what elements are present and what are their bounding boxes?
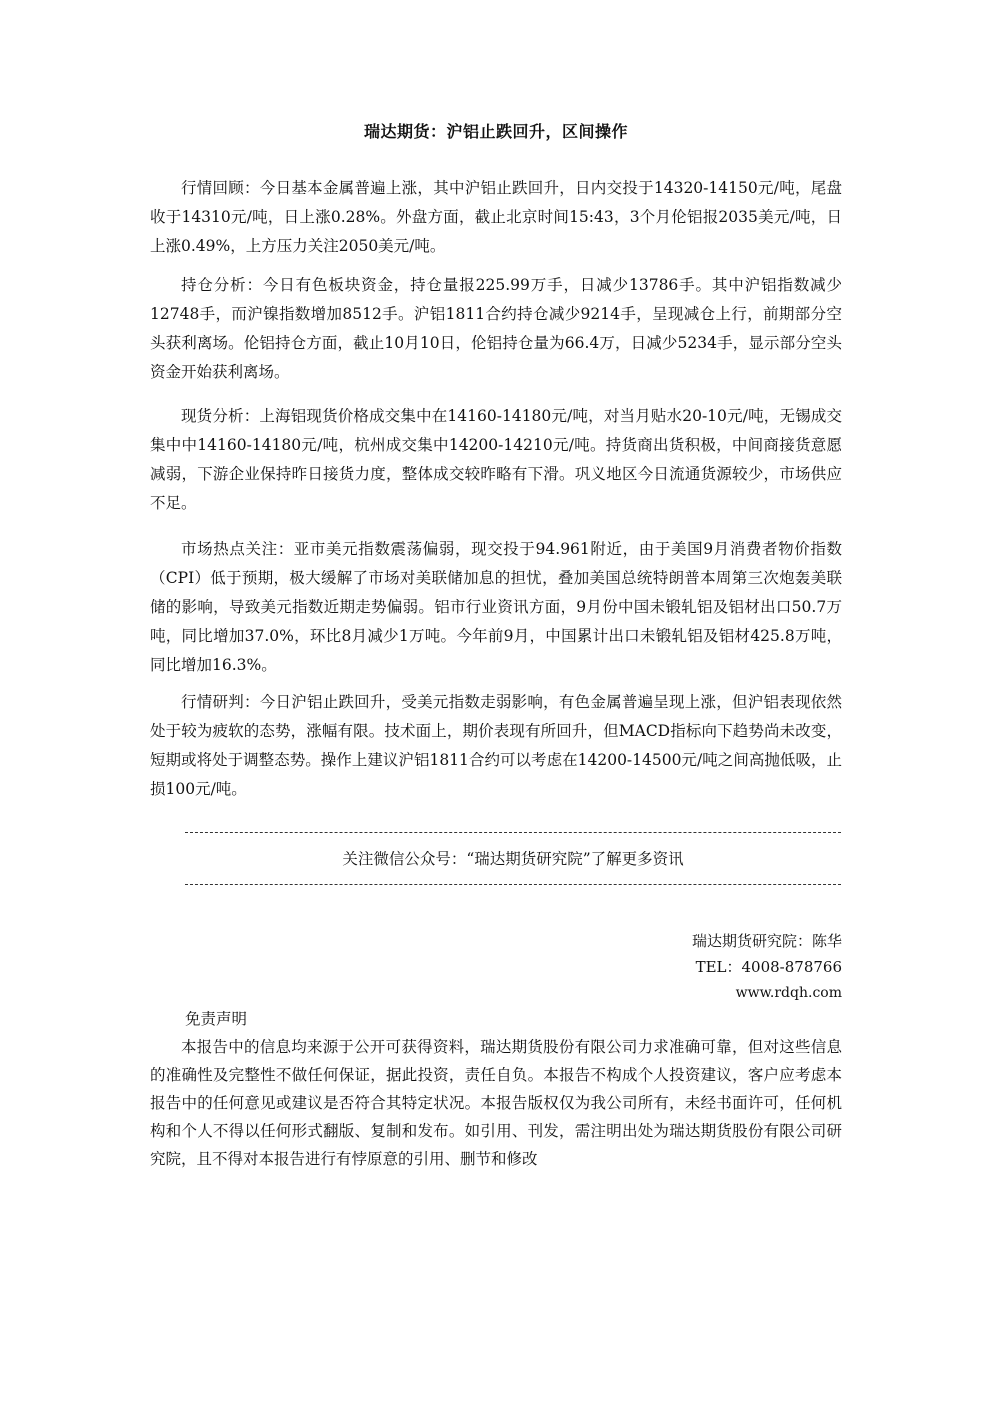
paragraph-text: 市场热点关注：亚市美元指数震荡偏弱，现交投于94.961附近，由于美国9月消费者物价指数（CPI）低于预期，极大缓解了市场对美联储加息的担忧，叠加美国总统特朗普本周第三次炮轰美联储的影响，导致美元指数近期走势偏弱。铝市行业资讯方面，9月份中国未锻轧铝及铝材出口50.7万吨，同比增加37.0%，环比8月减少1万吨。今年前9月，中国累计出口未锻轧铝及铝材425.8万吨，同比增加16.3%。 (150, 540, 842, 674)
paragraph-spot-analysis (150, 402, 842, 518)
signature-author: 瑞达期货研究院：陈华 (691, 932, 842, 950)
paragraph-market-hotspots (150, 535, 842, 680)
paragraph-text: 持仓分析：今日有色板块资金，持仓量报225.99万手，日减少13786手。其中沪铝指数减少12748手，而沪镍指数增加8512手。沪铝1811合约持仓减少9214手，呈现减仓上行，前期部分空头获利离场。伦铝持仓方面，截止10月10日，伦铝持仓量为66.4万，日减少5234手，显示部分空头资金开始获利离场。 (150, 276, 842, 381)
paragraph-text: 现货分析：上海铝现货价格成交集中在14160-14180元/吨，对当月贴水20-10元/吨，无锡成交集中中14160-14180元/吨，杭州成交集中14200-14210元/吨。持货商出货积极，中间商接货意愿减弱，下游企业保持昨日接货力度，整体成交较昨略有下滑。巩义地区今日流通货源较少，市场供应不足。 (150, 407, 842, 512)
paragraph-market-outlook (150, 688, 842, 804)
dashed-divider-bottom (185, 884, 841, 885)
signature-tel: TEL：4008-878766 (695, 958, 842, 976)
paragraph-position-analysis (150, 271, 842, 387)
wechat-notice: 关注微信公众号：“瑞达期货研究院”了解更多资讯 (342, 850, 684, 868)
disclaimer-body: 本报告中的信息均来源于公开可获得资料，瑞达期货股份有限公司力求准确可靠，但对这些信息的准确性及完整性不做任何保证，据此投资，责任自负。本报告不构成个人投资建议，客户应考虑本报告中的任何意见或建议是否符合其特定状况。本报告版权仅为我公司所有，未经书面许可，任何机构和个人不得以任何形式翻版、复制和发布。如引用、刊发，需注明出处为瑞达期货股份有限公司研究院，且不得对本报告进行有悖原意的引用、删节和修改 (150, 1038, 842, 1168)
disclaimer-title: 免责声明 (185, 1010, 248, 1028)
paragraph-market-review (150, 174, 842, 261)
paragraph-text: 行情回顾：今日基本金属普遍上涨，其中沪铝止跌回升，日内交投于14320-14150元/吨，尾盘收于14310元/吨，日上涨0.28%。外盘方面，截止北京时间15:43，3个月伦铝报2035美元/吨，日上涨0.49%，上方压力关注2050美元/吨。 (150, 179, 842, 255)
signature-website: www.rdqh.com (735, 985, 842, 1001)
paragraph-text: 行情研判：今日沪铝止跌回升，受美元指数走弱影响，有色金属普遍呈现上涨，但沪铝表现依然处于较为疲软的态势，涨幅有限。技术面上，期价表现有所回升，但MACD指标向下趋势尚未改变，短期或将处于调整态势。操作上建议沪铝1811合约可以考虑在14200-14500元/吨之间高抛低吸，止损100元/吨。 (150, 693, 842, 798)
document-title: 瑞达期货：沪铝止跌回升，区间操作 (363, 122, 628, 141)
dashed-divider-top (185, 832, 841, 833)
